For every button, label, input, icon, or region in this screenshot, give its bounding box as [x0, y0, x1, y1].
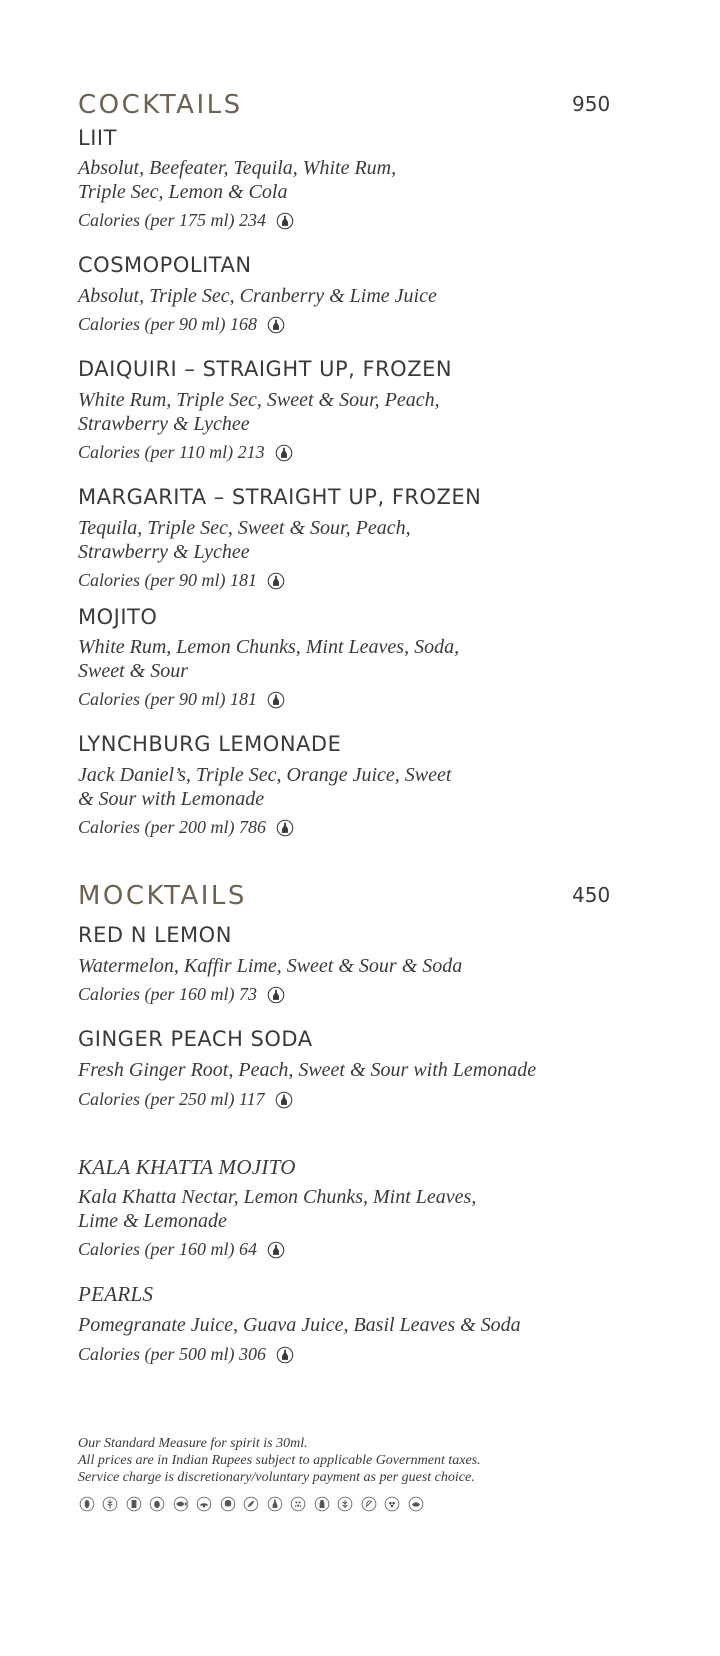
item-calories-daiquiri: [78, 442, 293, 463]
item-name-ginger-peach-soda: GINGER PEACH SODA: [78, 1027, 313, 1051]
item-calories-mojito: [78, 689, 285, 710]
allergen-legend: [78, 1496, 424, 1513]
bottle-circle-icon: [276, 1346, 294, 1364]
calories-text: Calories (per 160 ml) 64: [78, 1239, 257, 1259]
footnote-prices: All prices are in Indian Rupees subject to applicable Government taxes.: [78, 1453, 481, 1468]
shellfish-icon: [196, 1496, 213, 1513]
footnotes: [78, 1435, 481, 1486]
bottle-circle-icon: [267, 986, 285, 1004]
tree-nut-icon: [219, 1496, 236, 1513]
fish-icon: [172, 1496, 189, 1513]
item-description-lynchburg-lemonade: Jack Daniel’s, Triple Sec, Orange Juice, Sweet & Sour with Lemonade: [78, 764, 452, 810]
alcohol-icon: [266, 1496, 283, 1513]
item-calories-pearls: [78, 1344, 294, 1365]
calories-text: Calories (per 90 ml) 168: [78, 314, 257, 334]
item-name-kala-khatta-mojito: KALA KHATTA MOJITO: [78, 1155, 296, 1179]
calories-text: Calories (per 200 ml) 786: [78, 817, 266, 837]
item-calories-ginger-peach-soda: [78, 1089, 293, 1110]
item-calories-cosmopolitan: [78, 314, 285, 335]
bottle-circle-icon: [267, 572, 285, 590]
item-name-cosmopolitan: COSMOPOLITAN: [78, 253, 252, 277]
peanut-icon: [78, 1496, 95, 1513]
item-description-kala-khatta-mojito: Kala Khatta Nectar, Lemon Chunks, Mint Leaves, Lime & Lemonade: [78, 1186, 477, 1232]
calories-text: Calories (per 90 ml) 181: [78, 570, 257, 590]
item-calories-lynchburg-lemonade: [78, 817, 294, 838]
item-description-liit: Absolut, Beefeater, Tequila, White Rum, Triple Sec, Lemon & Cola: [78, 157, 397, 203]
mocktails-price: 450: [572, 883, 611, 907]
calories-text: Calories (per 500 ml) 306: [78, 1344, 266, 1364]
item-calories-kala-khatta-mojito: [78, 1239, 285, 1260]
item-name-daiquiri: DAIQUIRI – STRAIGHT UP, FROZEN: [78, 357, 453, 381]
cocktails-price: 950: [572, 92, 611, 116]
soy-icon: [243, 1496, 260, 1513]
mustard-icon: [313, 1496, 330, 1513]
calories-text: Calories (per 250 ml) 117: [78, 1089, 265, 1109]
bottle-circle-icon: [276, 212, 294, 230]
bottle-circle-icon: [275, 444, 293, 462]
mocktails-section-title: MOCKTAILS: [78, 881, 247, 911]
bottle-circle-icon: [267, 691, 285, 709]
item-description-ginger-peach-soda: Fresh Ginger Root, Peach, Sweet & Sour with Lemonade: [78, 1059, 537, 1081]
gluten-icon: [102, 1496, 119, 1513]
bottle-circle-icon: [267, 1241, 285, 1259]
calories-text: Calories (per 160 ml) 73: [78, 984, 257, 1004]
lupin-icon: [384, 1496, 401, 1513]
item-name-margarita: MARGARITA – STRAIGHT UP, FROZEN: [78, 485, 482, 509]
item-name-red-n-lemon: RED N LEMON: [78, 923, 232, 947]
cocktails-section-title: COCKTAILS: [78, 90, 243, 120]
item-name-mojito: MOJITO: [78, 605, 158, 629]
milk-icon: [125, 1496, 142, 1513]
calories-text: Calories (per 90 ml) 181: [78, 689, 257, 709]
item-description-pearls: Pomegranate Juice, Guava Juice, Basil Leaves & Soda: [78, 1314, 521, 1336]
item-calories-margarita: [78, 570, 285, 591]
bottle-circle-icon: [267, 316, 285, 334]
item-description-daiquiri: White Rum, Triple Sec, Sweet & Sour, Peach, Strawberry & Lychee: [78, 389, 440, 435]
item-description-cosmopolitan: Absolut, Triple Sec, Cranberry & Lime Juice: [78, 285, 437, 307]
bottle-circle-icon: [276, 819, 294, 837]
calories-text: Calories (per 175 ml) 234: [78, 210, 266, 230]
mollusc-icon: [407, 1496, 424, 1513]
item-name-lynchburg-lemonade: LYNCHBURG LEMONADE: [78, 732, 342, 756]
item-name-liit: LIIT: [78, 126, 117, 150]
item-calories-red-n-lemon: [78, 984, 285, 1005]
item-description-mojito: White Rum, Lemon Chunks, Mint Leaves, Soda, Sweet & Sour: [78, 636, 460, 682]
footnote-service-charge: Service charge is discretionary/voluntary payment as per guest choice.: [78, 1470, 475, 1485]
item-description-margarita: Tequila, Triple Sec, Sweet & Sour, Peach, Strawberry & Lychee: [78, 517, 411, 563]
item-description-red-n-lemon: Watermelon, Kaffir Lime, Sweet & Sour & Soda: [78, 955, 463, 977]
item-name-pearls: PEARLS: [78, 1282, 154, 1306]
bottle-circle-icon: [275, 1091, 293, 1109]
celery-icon: [337, 1496, 354, 1513]
sulphite-icon: [360, 1496, 377, 1513]
item-calories-liit: [78, 210, 294, 231]
footnote-standard-measure: Our Standard Measure for spirit is 30ml.: [78, 1436, 308, 1451]
sesame-icon: [290, 1496, 307, 1513]
egg-icon: [149, 1496, 166, 1513]
calories-text: Calories (per 110 ml) 213: [78, 442, 265, 462]
